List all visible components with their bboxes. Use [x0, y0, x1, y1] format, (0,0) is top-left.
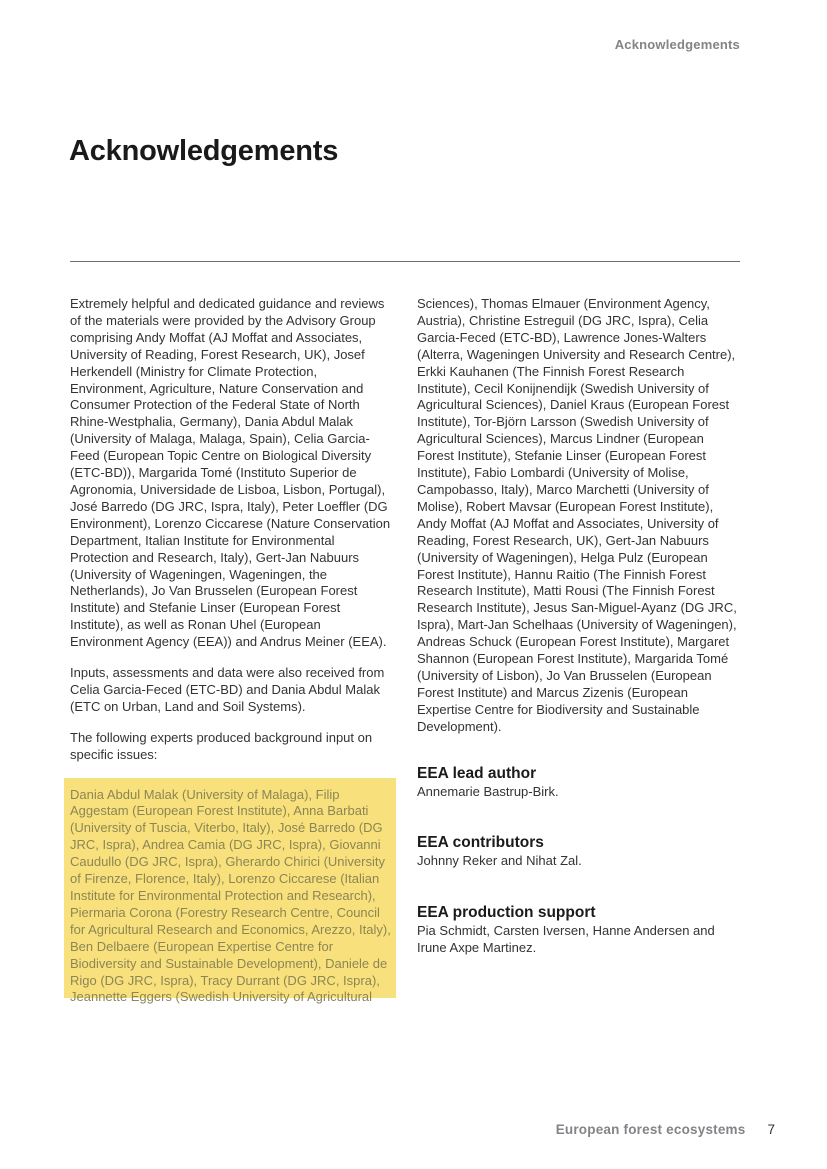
page-title: Acknowledgements [69, 135, 339, 168]
left-paragraph-advisory-group: Extremely helpful and dedicated guidance and reviews of the materials were provided by the Advisory Group comprising Andy Moffat (AJ Moffat and Associates, University of Reading, Forest Research, UK), Josef Herkendell (Ministry for Climate Protection, Environment, Agriculture, Nature Conservation and Consumer Protection of the Federal State of North Rhine-Westphalia, Germany), Dania Abdul Malak (University of Malaga, Malaga, Spain), Celia Garcia-Feed (European Topic Centre on Biological Diversity (ETC-BD)), Margarida Tomé (Instituto Superior de Agronomia, Universidade de Lisboa, Lisbon, Portugal), José Barredo (DG JRC, Ispra, Italy), Peter Loeffler (DG Environment), Lorenzo Ciccarese (Nature Conservation Department, Italian Institute for Environmental Protection and Research, Italy), Gert-Jan Nabuurs (University of Wageningen, Wageningen, the Netherlands), Jo Van Brusselen (European Forest Institute) and Stefanie Linser (European Forest Institute), as well as Ronan Uhel (European Environment Agency (EEA)) and Andrus Meiner (EEA). [70, 296, 391, 650]
highlighted-experts-block: Dania Abdul Malak (University of Malaga), Filip Aggestam (European Forest Institute), Anna Barbati (University of Tuscia, Viterbo, Italy), José Barredo (DG JRC, Ispra), Andrea Camia (DG JRC, Ispra), Giovanni Caudullo (DG JRC, Ispra), Gherardo Chirici (University of Firenze, Florence, Italy), Lorenzo Ciccarese (Italian Institute for Environmental Protection and Research), Piermaria Corona (Forestry Research Centre, Council for Agricultural Research and Economics, Arezzo, Italy), Ben Delbaere (European Expertise Centre for Biodiversity and Sustainable Development), Daniele de Rigo (DG JRC, Ispra), Tracy Durrant (DG JRC, Ispra), Jeannette Eggers (Swedish University of Agricultural [64, 778, 396, 998]
left-paragraph-experts-intro: The following experts produced background input on specific issues: [70, 729, 373, 762]
left-paragraph-inputs: Inputs, assessments and data were also received from Celia Garcia-Feced (ETC-BD) and Dania Abdul Malak (ETC on Urban, Land and Soil Systems). [70, 665, 385, 714]
eea-lead-author-heading: EEA lead author [417, 764, 537, 782]
eea-contributors-heading: EEA contributors [417, 834, 544, 852]
section-divider [70, 261, 740, 262]
footer-page-number: 7 [767, 1122, 775, 1137]
eea-production-support-heading: EEA production support [417, 904, 596, 922]
page-footer [70, 1122, 775, 1137]
eea-lead-author-body: Annemarie Bastrup-Birk. [417, 783, 559, 799]
left-column [70, 296, 392, 1005]
footer-book-title: European forest ecosystems [555, 1122, 746, 1137]
right-column [417, 296, 740, 957]
running-header: Acknowledgements [614, 37, 740, 52]
eea-contributors-body: Johnny Reker and Nihat Zal. [417, 853, 582, 869]
eea-production-support-body: Pia Schmidt, Carsten Iversen, Hanne Andersen and Irune Axpe Martinez. [417, 923, 715, 956]
right-paragraph-experts-continued: Sciences), Thomas Elmauer (Environment Agency, Austria), Christine Estreguil (DG JRC, Ispra), Celia Garcia-Feced (ETC-BD), Lawrence Jones-Walters (Alterra, Wageningen University and Research Centre), Erkki Kauhanen (The Finnish Forest Research Institute), Cecil Konijnendijk (Swedish University of Agricultural Sciences), Daniel Kraus (European Forest Institute), Tor-Björn Larsson (Swedish University of Agricultural Sciences), Marcus Lindner (European Forest Institute), Stefanie Linser (European Forest Institute), Fabio Lombardi (University of Molise, Campobasso, Italy), Marco Marchetti (University of Molise), Robert Mavsar (European Forest Institute), Andy Moffat (AJ Moffat and Associates, University of Reading, Forest Research, UK), Gert-Jan Nabuurs (University of Wageningen), Helga Pulz (European Forest Institute), Hannu Raitio (The Finnish Forest Research Institute), Matti Rousi (The Finnish Forest Research Institute), Jesus San-Miguel-Ayanz (DG JRC, Ispra), Mart-Jan Schelhaas (University of Wageningen), Andreas Schuck (European Forest Institute), Margaret Shannon (European Forest Institute), Margarida Tomé (University of Lisbon), Jo Van Brusselen (European Forest Institute) and Marcus Zizenis (European Expertise Centre for Biodiversity and Sustainable Development). [417, 296, 737, 734]
